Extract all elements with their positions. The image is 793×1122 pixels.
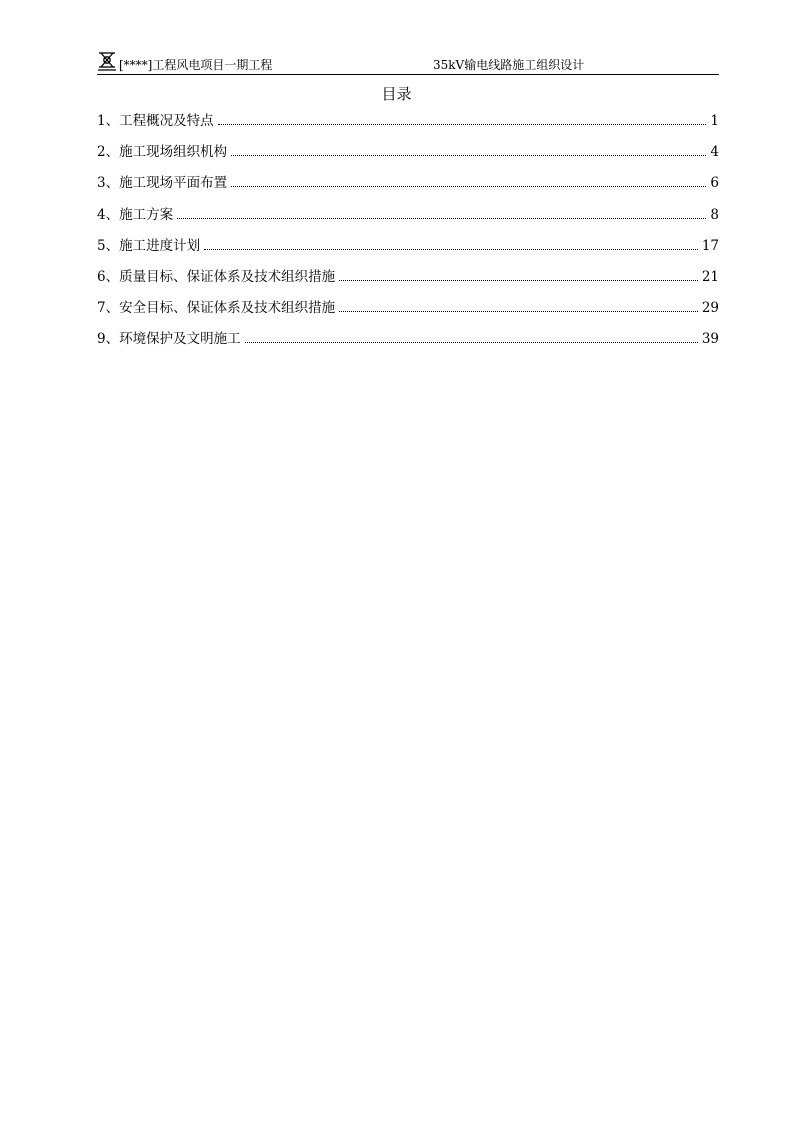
- toc-title: 目录: [381, 85, 412, 103]
- table-of-contents: [97, 110, 719, 360]
- toc-entry-label: 7、安全目标、保证体系及技术组织措施: [97, 300, 336, 317]
- toc-entry[interactable]: [97, 297, 719, 328]
- toc-leader-dots: [339, 279, 698, 281]
- company-logo-icon: [97, 50, 117, 72]
- toc-entry-label: 4、施工方案: [97, 206, 174, 223]
- toc-entry-page: 39: [701, 331, 719, 348]
- toc-entry-page: 1: [710, 113, 719, 129]
- toc-entry[interactable]: [97, 328, 719, 359]
- toc-leader-dots: [339, 310, 698, 312]
- toc-entry-page: 6: [710, 175, 719, 192]
- toc-leader-dots: [177, 217, 706, 219]
- toc-entry[interactable]: [97, 110, 719, 141]
- toc-leader-dots: [204, 248, 698, 250]
- header-project-name: [****]工程风电项目一期工程: [119, 58, 273, 72]
- toc-entry-label: 6、质量目标、保证体系及技术组织措施: [97, 268, 336, 285]
- toc-entry[interactable]: [97, 141, 719, 172]
- toc-leader-dots: [231, 185, 706, 187]
- toc-entry-page: 29: [701, 300, 719, 317]
- toc-entry-label: 3、施工现场平面布置: [97, 175, 228, 192]
- toc-entry-label: 5、施工进度计划: [97, 237, 201, 254]
- toc-leader-dots: [231, 154, 706, 156]
- toc-entry-page: 8: [710, 206, 719, 223]
- toc-leader-dots: [245, 341, 698, 343]
- toc-leader-dots: [218, 123, 707, 125]
- toc-entry[interactable]: [97, 172, 719, 203]
- toc-entry[interactable]: [97, 235, 719, 266]
- toc-entry[interactable]: [97, 266, 719, 297]
- toc-entry-page: 4: [710, 144, 719, 161]
- toc-entry-label: 2、施工现场组织机构: [97, 144, 228, 161]
- header-document-title: 35kV输电线路施工组织设计: [433, 58, 585, 72]
- toc-entry-label: 1、工程概况及特点: [97, 113, 214, 129]
- toc-entry-page: 21: [701, 268, 719, 285]
- toc-entry[interactable]: [97, 204, 719, 235]
- toc-entry-label: 9、环境保护及文明施工: [97, 331, 241, 348]
- page-header: [97, 50, 719, 75]
- toc-entry-page: 17: [701, 237, 719, 254]
